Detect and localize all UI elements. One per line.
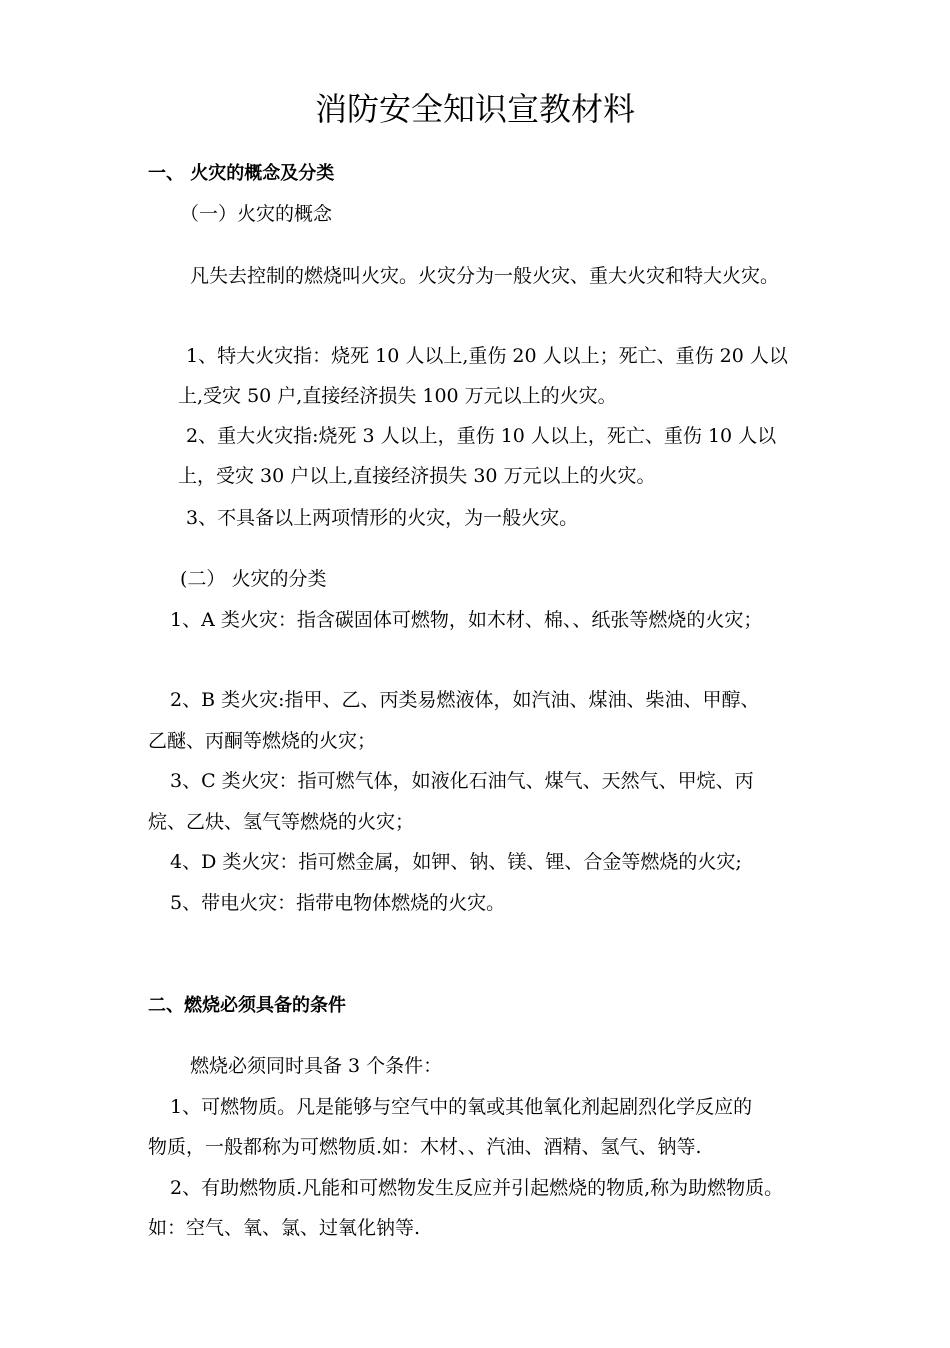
fire-class-c-line-1: 3、C 类火灾：指可燃气体，如液化石油气、煤气、天然气、甲烷、丙 bbox=[170, 770, 754, 792]
fire-class-d: 4、D 类火灾：指可燃金属，如钾、钠、镁、锂、合金等燃烧的火灾; bbox=[170, 851, 742, 873]
fire-level-3: 3、不具备以上两项情形的火灾，为一般火灾。 bbox=[186, 507, 579, 529]
condition-2-line-2: 如：空气、氧、氯、过氧化钠等. bbox=[148, 1217, 421, 1239]
subsection-2-heading: (二） 火灾的分类 bbox=[180, 568, 327, 590]
fire-class-electrical: 5、带电火灾：指带电物体燃烧的火灾。 bbox=[170, 892, 506, 914]
fire-class-b-line-2: 乙醚、丙酮等燃烧的火灾； bbox=[148, 730, 377, 752]
fire-definition: 凡失去控制的燃烧叫火灾。火灾分为一般火灾、重大火灾和特大火灾。 bbox=[190, 265, 780, 287]
section-1-heading: 一、 火灾的概念及分类 bbox=[148, 163, 335, 184]
fire-level-2-line-2: 上，受灾 30 户以上,直接经济损失 30 万元以上的火灾。 bbox=[178, 465, 656, 487]
fire-class-b-line-1: 2、B 类火灾:指甲、乙、丙类易燃液体，如汽油、煤油、柴油、甲醇、 bbox=[170, 689, 760, 711]
condition-2-line-1: 2、有助燃物质.凡能和可燃物发生反应并引起燃烧的物质,称为助燃物质。 bbox=[170, 1177, 784, 1199]
condition-1-line-2: 物质，一般都称为可燃物质.如：木材、、汽油、酒精、氢气、钠等. bbox=[148, 1136, 702, 1158]
fire-level-1-line-2: 上,受灾 50 户,直接经济损失 100 万元以上的火灾。 bbox=[178, 385, 617, 407]
document-title: 消防安全知识宣教材料 bbox=[314, 90, 635, 128]
fire-level-1-line-1: 1、特大火灾指：烧死 10 人以上,重伤 20 人以上；死亡、重伤 20 人以 bbox=[186, 345, 788, 367]
section-2-heading: 二、燃烧必须具备的条件 bbox=[148, 995, 346, 1016]
fire-level-2-line-1: 2、重大火灾指:烧死 3 人以上，重伤 10 人以上，死亡、重伤 10 人以 bbox=[186, 425, 777, 447]
subsection-1-heading: （一）火灾的概念 bbox=[180, 203, 333, 225]
combustion-intro: 燃烧必须同时具备 3 个条件： bbox=[190, 1055, 443, 1077]
fire-class-a: 1、A 类火灾：指含碳固体可燃物，如木材、棉、、纸张等燃烧的火灾； bbox=[170, 609, 763, 631]
fire-class-c-line-2: 烷、乙炔、氢气等燃烧的火灾； bbox=[148, 811, 415, 833]
condition-1-line-1: 1、可燃物质。凡是能够与空气中的氧或其他氧化剂起剧烈化学反应的 bbox=[170, 1096, 753, 1118]
